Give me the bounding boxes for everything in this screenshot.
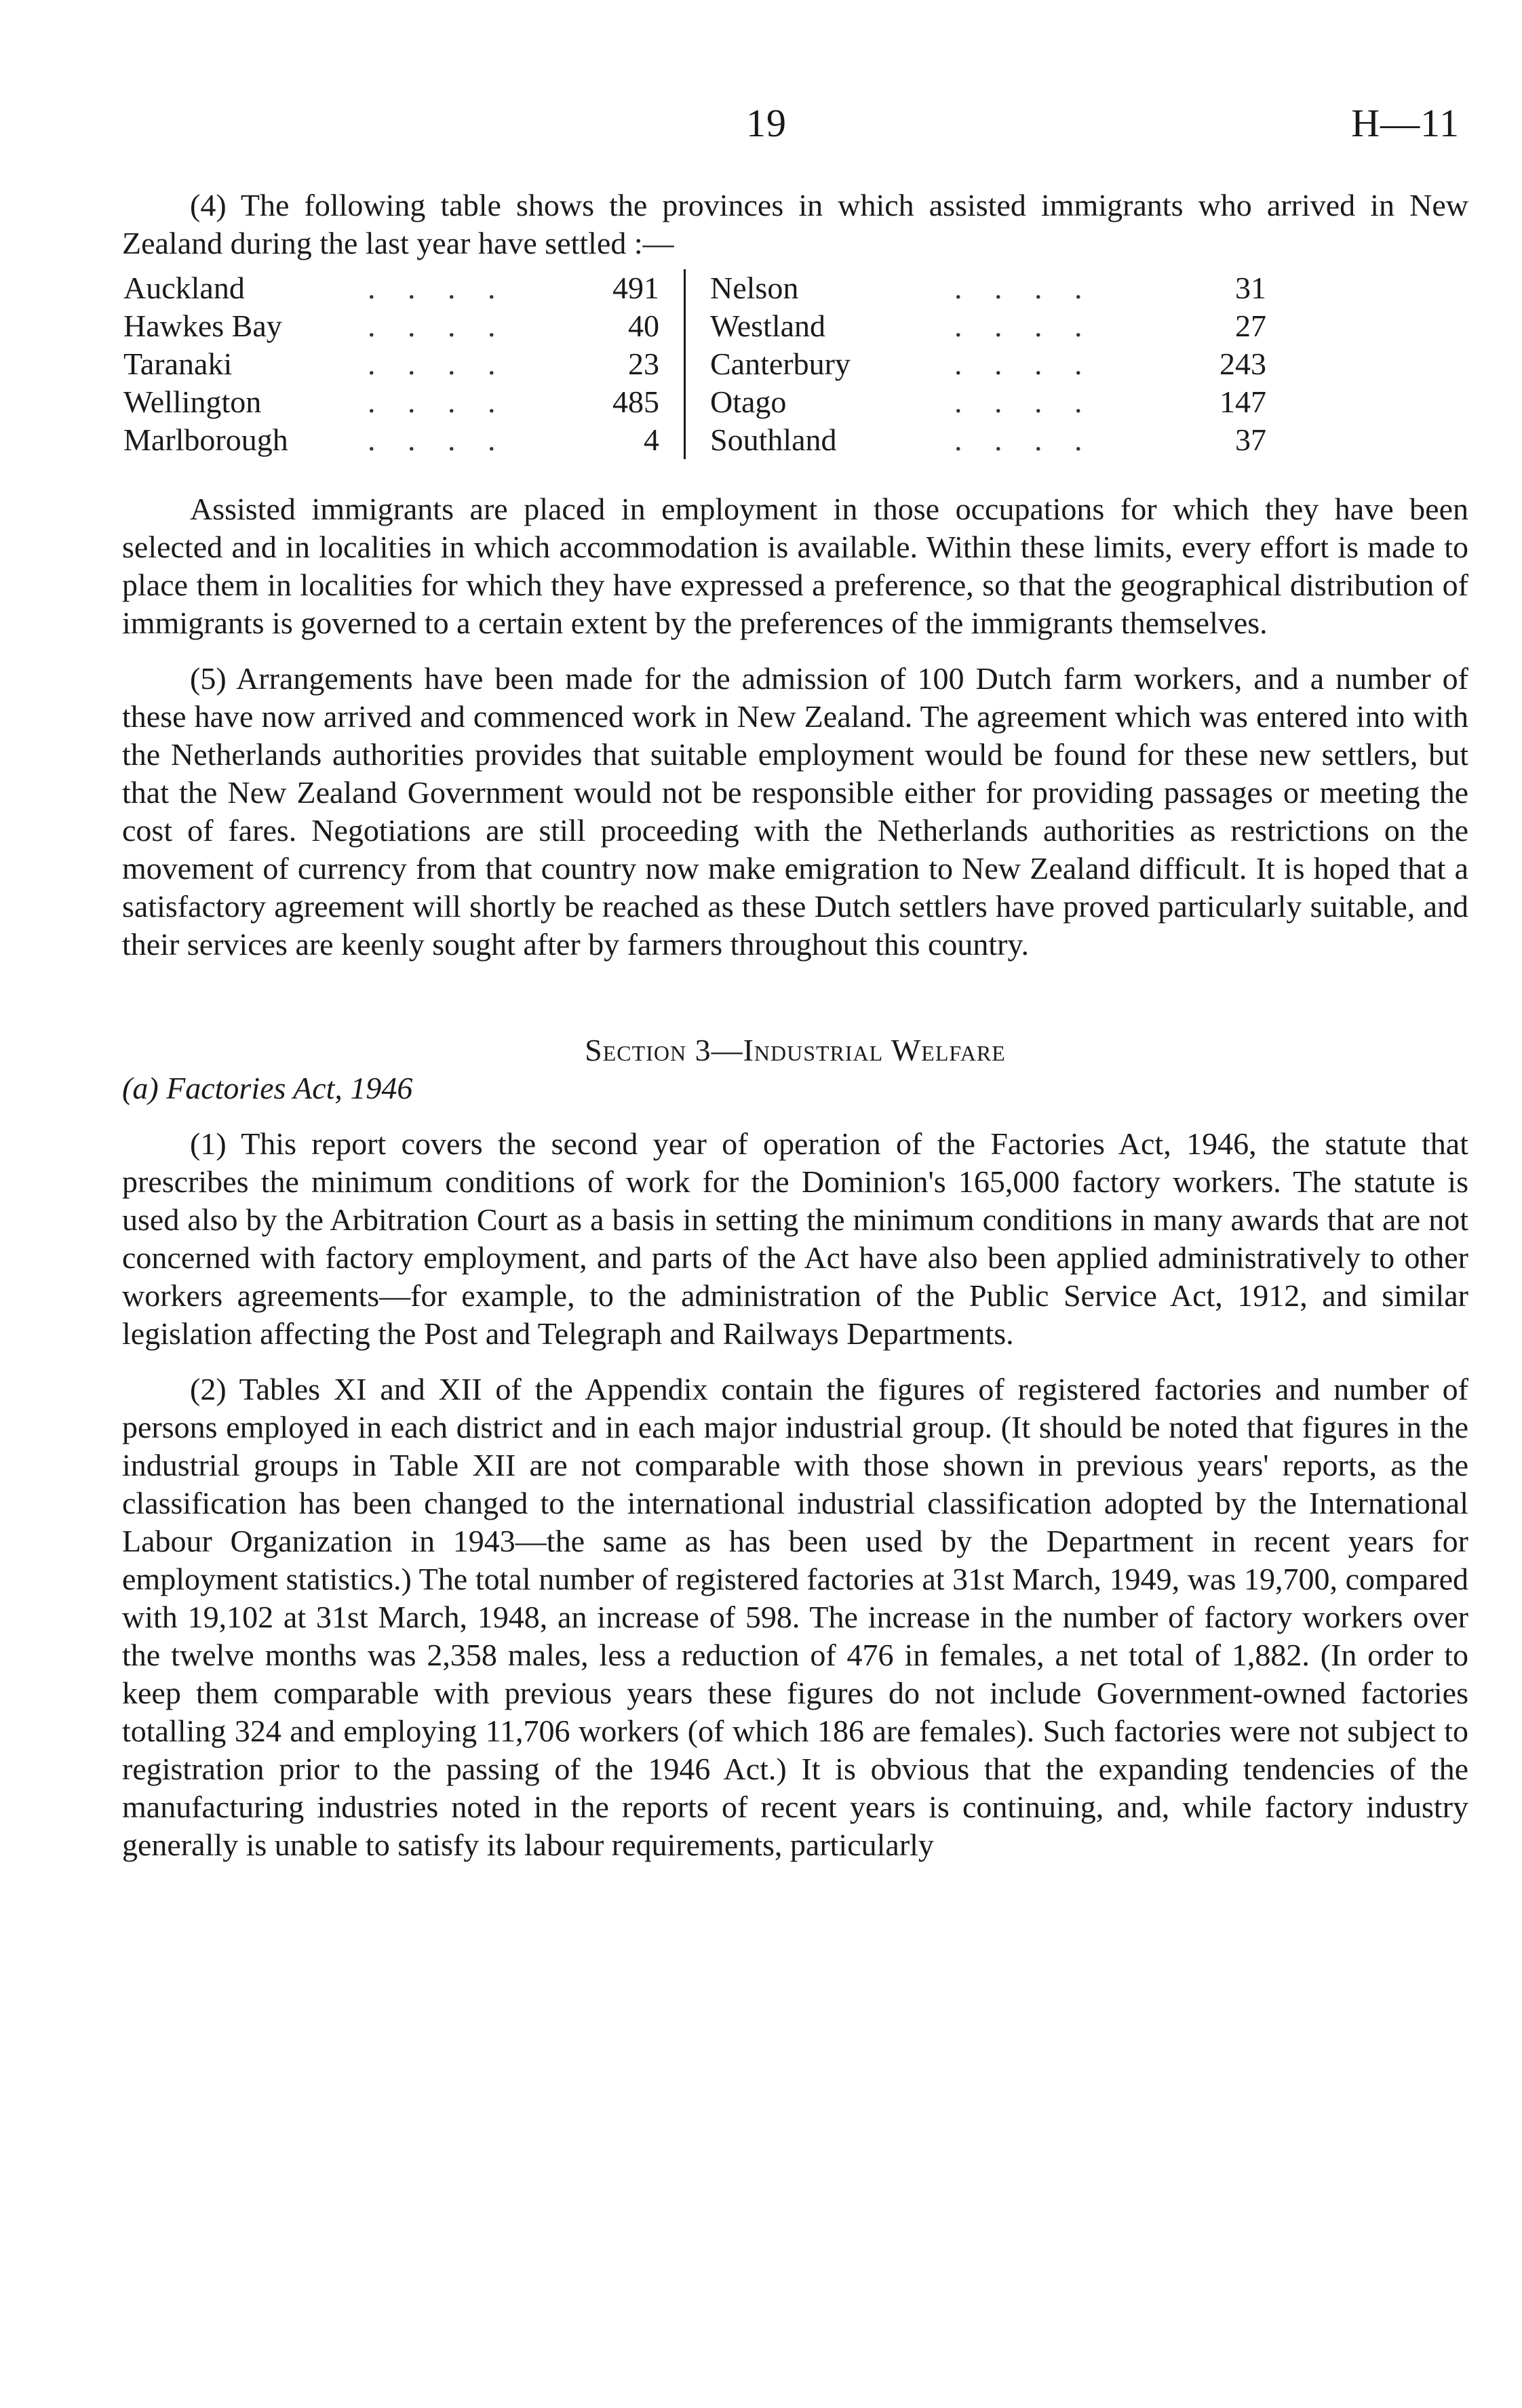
province-name: Hawkes Bay xyxy=(123,309,282,343)
province-count: 243 xyxy=(1219,347,1266,381)
leader-dots: . . . . xyxy=(368,309,508,343)
document-reference: H—11 xyxy=(1351,101,1460,145)
page-body xyxy=(122,186,1468,1864)
province-count: 40 xyxy=(628,309,659,343)
province-row xyxy=(710,307,1266,345)
leader-dots: . . . . xyxy=(368,422,508,457)
province-name: Auckland xyxy=(123,271,245,305)
page-number: 19 xyxy=(746,101,787,145)
section-heading xyxy=(122,1031,1468,1069)
province-row xyxy=(710,421,1266,459)
leader-dots: . . . . xyxy=(368,347,508,381)
leader-dots: . . . . xyxy=(954,309,1095,343)
spacer xyxy=(122,964,1468,1031)
spacer xyxy=(122,642,1468,660)
province-count: 31 xyxy=(1235,271,1266,305)
province-row xyxy=(123,383,659,421)
province-name: Wellington xyxy=(123,384,262,419)
dutch-workers-paragraph: (5) Arrangements have been made for the admission of 100 Dutch farm workers, and a number of these have now arrived and commenced work in New Zealand. The agreement which was entered into with the Netherlands authorities provides that suitable employment would be found for these new settlers, but that the New Zealand Government would not be responsible either for providing passages or meeting the cost of fares. Negotiations are still proceeding with the Netherlands authorities as restrictions on the movement of currency from that country now make emigration to New Zealand difficult. It is hoped that a satisfactory agreement will shortly be reached as these Dutch settlers have proved particularly suitable, and their services are keenly sought after by farmers throughout this country. xyxy=(122,661,1468,962)
province-row xyxy=(710,383,1266,421)
leader-dots: . . . . xyxy=(368,384,508,419)
province-row xyxy=(123,269,659,307)
province-name: Marlborough xyxy=(123,422,288,457)
province-name: Nelson xyxy=(710,271,799,305)
leader-dots: . . . . xyxy=(368,271,508,305)
province-name: Westland xyxy=(710,309,826,343)
province-name: Southland xyxy=(710,422,837,457)
province-row xyxy=(123,421,659,459)
spacer xyxy=(122,459,1468,490)
factories-paragraph-1: (1) This report covers the second year of operation of the Factories Act, 1946, the statute that prescribes the minimum conditions of work for the Dominion's 165,000 factory workers. The statute is used also by the Arbitration Court as a basis in setting the minimum conditions in many awards that are not concerned with factory employment, and parts of the Act have also been applied administratively to other workers agreements—for example, to the administration of the Public Service Act, 1912, and similar legislation affecting the Post and Telegraph and Railways Departments. xyxy=(122,1126,1468,1351)
subsection-heading: (a) Factories Act, 1946 xyxy=(122,1071,413,1105)
province-row xyxy=(710,345,1266,383)
section-heading-text: Section 3—Industrial Welfare xyxy=(585,1033,1006,1067)
spacer xyxy=(122,1107,1468,1125)
leader-dots: . . . . xyxy=(954,347,1095,381)
province-name: Otago xyxy=(710,384,787,419)
province-row xyxy=(710,269,1266,307)
leader-dots: . . . . xyxy=(954,271,1095,305)
province-row xyxy=(123,345,659,383)
province-count: 27 xyxy=(1235,309,1266,343)
province-count: 485 xyxy=(612,384,659,419)
province-column-right xyxy=(686,269,1266,459)
province-count: 37 xyxy=(1235,422,1266,457)
province-row xyxy=(123,307,659,345)
province-count: 147 xyxy=(1219,384,1266,419)
province-column-left xyxy=(123,269,686,459)
intro-paragraph: (4) The following table shows the provinces in which assisted immigrants who arrived in New Zealand during the last year have settled :— xyxy=(122,188,1468,260)
assisted-immigrants-paragraph: Assisted immigrants are placed in employment in those occupations for which they have been selected and in localities in which accommodation is available. Within these limits, every effort is made to place them in localities for which they have expressed a preference, so that the geographical distribution of immigrants is governed to a certain extent by the preferences of the immigrants themselves. xyxy=(122,492,1468,640)
province-count: 491 xyxy=(612,271,659,305)
leader-dots: . . . . xyxy=(954,384,1095,419)
province-count: 23 xyxy=(628,347,659,381)
province-table xyxy=(123,269,1468,459)
leader-dots: . . . . xyxy=(954,422,1095,457)
province-count: 4 xyxy=(644,422,659,457)
spacer xyxy=(122,1353,1468,1370)
province-name: Taranaki xyxy=(123,347,233,381)
province-name: Canterbury xyxy=(710,347,851,381)
factories-paragraph-2: (2) Tables XI and XII of the Appendix contain the figures of registered factories and number of persons employed in each district and in each major industrial group. (It should be noted that figures in the industrial groups in Table XII are not comparable with those shown in previous years' reports, as the classification has been changed to the international industrial classification adopted by the International Labour Organization in 1943—the same as has been used by the Department in recent years for employment statistics.) The total number of registered factories at 31st March, 1949, was 19,700, compared with 19,102 at 31st March, 1948, an increase of 598. The increase in the number of factory workers over the twelve months was 2,358 males, less a reduction of 476 in females, a net total of 1,882. (In order to keep them comparable with previous years these figures do not include Government-owned factories totalling 324 and employing 11,706 workers (of which 186 are females). Such factories were not subject to registration prior to the passing of the 1946 Act.) It is obvious that the expanding tendencies of the manufacturing industries noted in the reports of recent years is continuing, and, while factory industry generally is unable to satisfy its labour requirements, particularly xyxy=(122,1372,1468,1862)
